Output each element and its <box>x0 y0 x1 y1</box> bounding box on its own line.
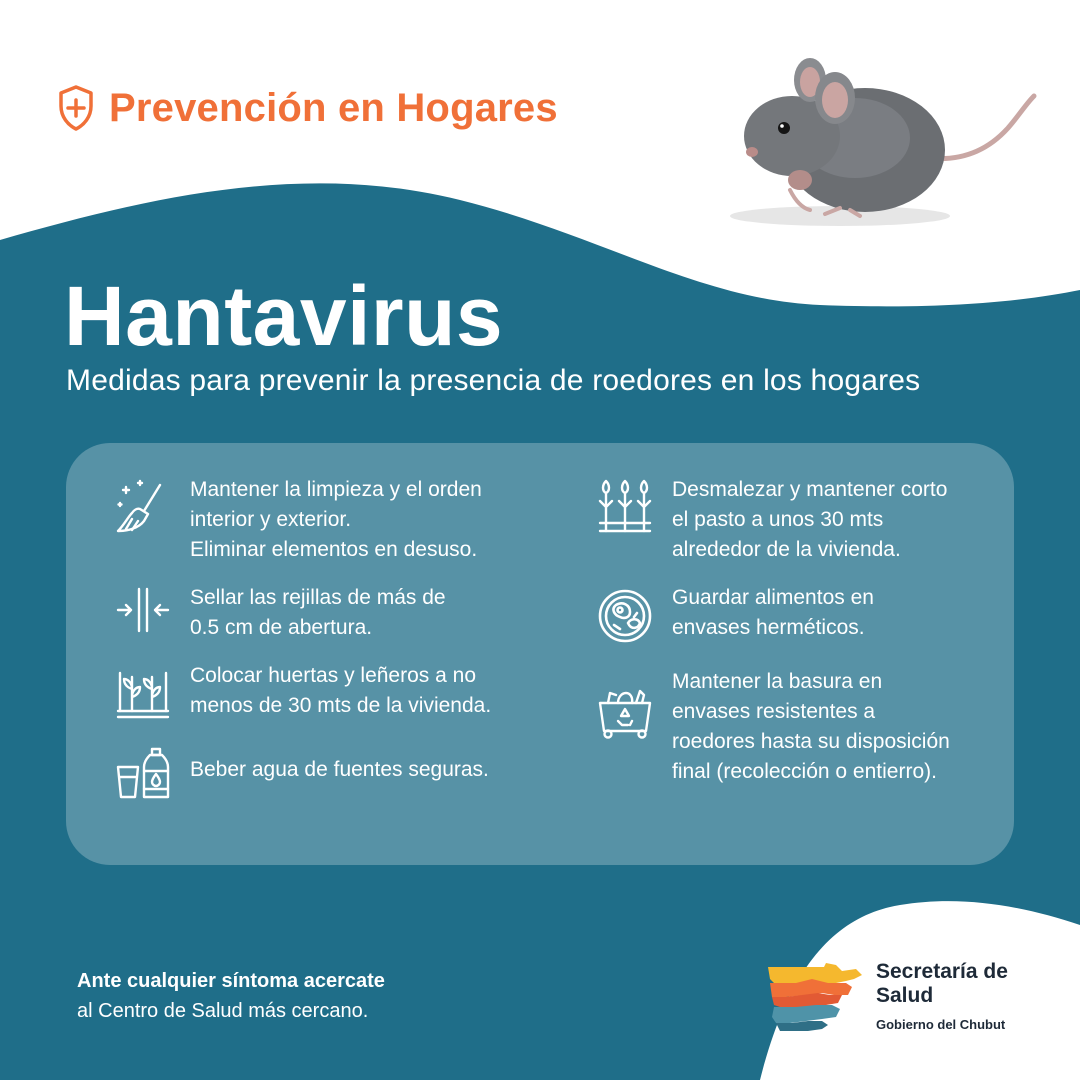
garden-plants-icon <box>114 663 172 721</box>
tip-line: Desmalezar y mantener corto <box>672 478 948 501</box>
recycling-bin-icon <box>596 683 654 741</box>
tip-line: envases herméticos. <box>672 616 865 639</box>
brand-block <box>766 960 1008 1034</box>
tip-line: roedores hasta su disposición <box>672 730 950 753</box>
seal-gap-icon <box>114 583 172 641</box>
weed-grass-icon <box>596 477 654 535</box>
footer-line: al Centro de Salud más cercano. <box>77 1000 369 1022</box>
tip-line: Guardar alimentos en <box>672 586 874 609</box>
header-title: Prevención en Hogares <box>109 85 558 130</box>
tip-line: interior y exterior. <box>190 508 352 531</box>
tip-line: Beber agua de fuentes seguras. <box>190 758 489 781</box>
tip-trash <box>596 670 950 787</box>
shield-plus-icon <box>57 84 95 132</box>
tip-line: final (recolección o entierro). <box>672 760 937 783</box>
tip-weeds <box>596 477 947 565</box>
water-bottle-glass-icon <box>114 745 172 803</box>
tip-line: Eliminar elementos en desuso. <box>190 538 478 561</box>
tip-line: 0.5 cm de abertura. <box>190 616 373 639</box>
subtitle: Medidas para prevenir la presencia de roedores en los hogares <box>66 364 921 397</box>
footer-line-bold: Ante cualquier síntoma acercate <box>77 970 385 992</box>
footer-message <box>77 966 385 1026</box>
tip-line: Mantener la limpieza y el orden <box>190 478 482 501</box>
cleaning-brush-icon <box>114 477 172 535</box>
tip-water <box>114 745 489 803</box>
tip-garden <box>114 663 491 721</box>
chubut-map-logo <box>766 961 866 1033</box>
tip-cleaning <box>114 477 482 565</box>
mouse-image <box>690 40 1050 240</box>
brand-text <box>876 960 1008 1034</box>
tip-line: el pasto a unos 30 mts <box>672 508 884 531</box>
tip-line: alrededor de la vivienda. <box>672 538 901 561</box>
tip-line: menos de 30 mts de la vivienda. <box>190 694 492 717</box>
tip-food <box>596 587 874 645</box>
brand-name-line1: Secretaría de <box>876 960 1008 983</box>
tips-panel <box>66 443 1014 865</box>
main-title: Hantavirus <box>64 269 504 363</box>
tip-seal <box>114 583 446 643</box>
tip-line: envases resistentes a <box>672 700 876 723</box>
header <box>57 84 558 132</box>
brand-name-line2: Salud <box>876 984 934 1007</box>
tip-line: Mantener la basura en <box>672 670 883 693</box>
food-container-icon <box>596 587 654 645</box>
tip-line: Colocar huertas y leñeros a no <box>190 664 476 687</box>
tip-line: Sellar las rejillas de más de <box>190 586 446 609</box>
brand-subtitle: Gobierno del Chubut <box>876 1017 1006 1032</box>
